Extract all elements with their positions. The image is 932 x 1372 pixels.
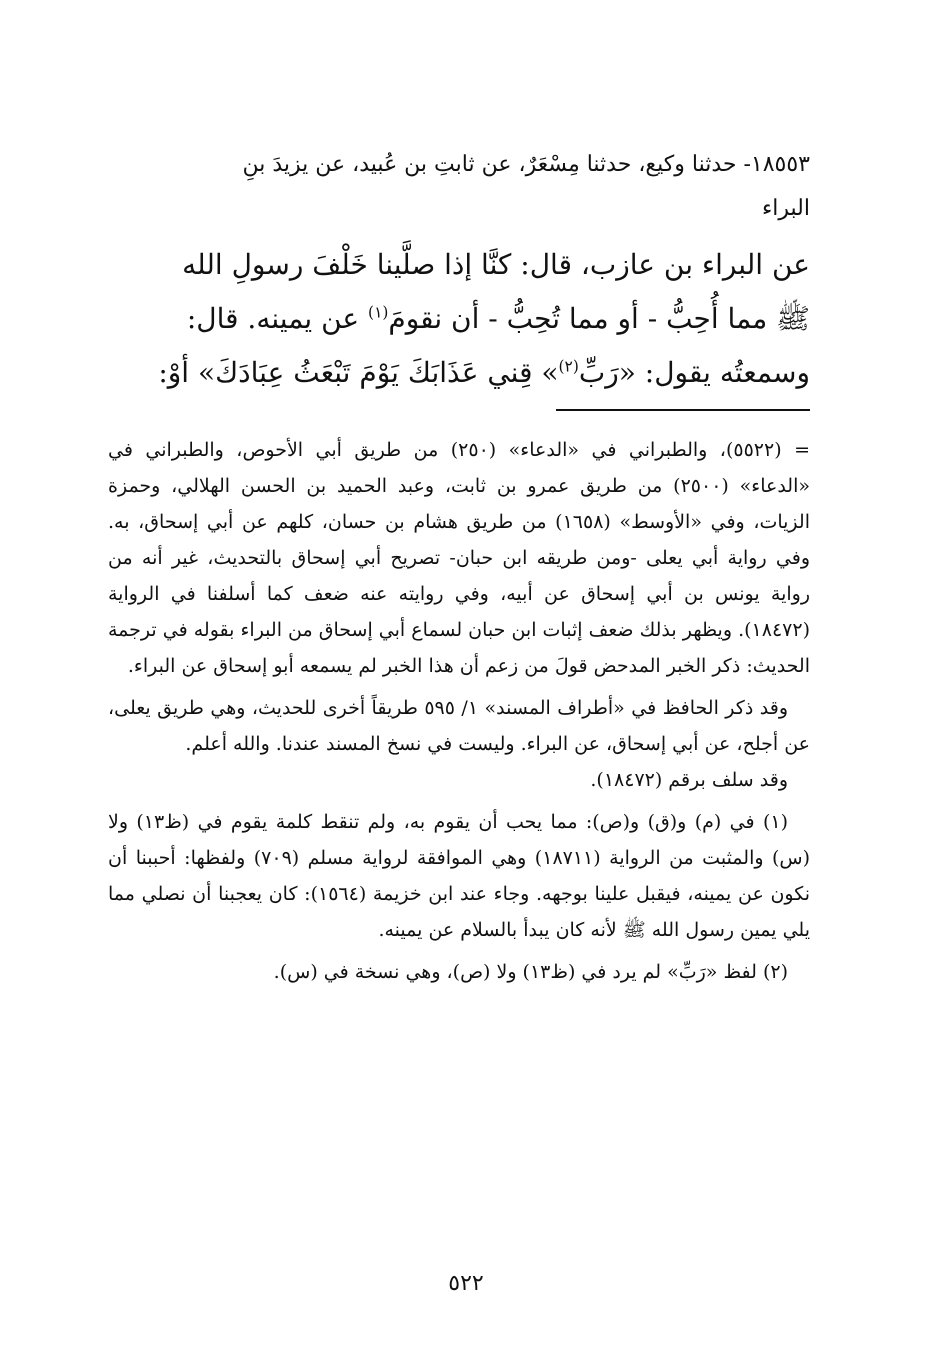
- footnote-separator: [556, 409, 810, 411]
- footnote-1: (١) في (م) و(ق) و(ص): مما يحب أن يقوم به، ولم تنقط كلمة يقوم في (ظ١٣) ولا (س) والمثبت من الرواية (١٨٧١١) وهي الموافقة لرواية مسلم (٧٠٩) ولفظها: أحببنا أن نكون عن يمينه، فيقبل علينا بوجهه. وجاء عند ابن خزيمة (١٥٦٤): كان يعجبنا أن نصلي مما يلي يمين رسول الله ﷺ لأنه كان يبدأ بالسلام عن يمينه.: [108, 811, 811, 941]
- page-number: ٥٢٢: [448, 1271, 484, 1296]
- matn-line-3-text-a: وسمعتُه يقول: «رَبِّ: [578, 356, 810, 389]
- matn-line-2-text-b: عن يمينه. قال:: [186, 302, 369, 335]
- footnote-atraf-paragraph: وقد ذكر الحافظ في «أطراف المسند» ١/ ٥٩٥ طريقاً أخرى للحديث، وهي طريق يعلى، عن أجلح، عن أبي إسحاق، عن البراء. وليست في نسخ المسند عندنا. والله أعلم.: [108, 697, 810, 755]
- footnote-marker-1[interactable]: (١): [368, 303, 389, 322]
- footnote-2: (٢) لفظ «رَبِّ» لم يرد في (ظ١٣) ولا (ص)، وهي نسخة في (س).: [273, 961, 788, 983]
- hadith-matn: [108, 238, 810, 400]
- isnad-line-2: البراء: [761, 196, 810, 221]
- matn-line-2: [108, 292, 810, 346]
- matn-line-2-text-a: ﷺ مما أُحِبُّ - أو مما تُحِبُّ - أن نقومَ: [388, 302, 810, 335]
- matn-line-3: [108, 346, 810, 400]
- hadith-isnad: [108, 143, 810, 231]
- footnote-salaf-paragraph: وقد سلف برقم (١٨٤٧٢).: [590, 769, 788, 791]
- footnote-marker-2[interactable]: (٢): [558, 357, 579, 376]
- isnad-line-1: ١٨٥٥٣- حدثنا وكيع، حدثنا مِسْعَرٌ، عن ثابتِ بن عُبيد، عن يزيدَ بنِ: [242, 152, 810, 177]
- matn-line-1: عن البراء بن عازب، قال: كنَّا إذا صلَّينا خَلْفَ رسولِ الله: [182, 248, 810, 281]
- matn-line-3-text-b: » قِني عَذَابَكَ يَوْمَ تَبْعَثُ عِبَادَكَ» أوْ:: [158, 356, 559, 389]
- footnote-continuation: = (٥٥٢٢)، والطبراني في «الدعاء» (٢٥٠) من طريق أبي الأحوص، والطبراني في «الدعاء» (٢٥٠٠) من طريق عمرو بن ثابت، وعبد الحميد بن الحسن الهلالي، وحمزة الزيات، وفي «الأوسط» (١٦٥٨) من طريق هشام بن حسان، كلهم عن أبي إسحاق، به. وفي رواية أبي يعلى -ومن طريقه ابن حبان- تصريح أبي إسحاق بالتحديث، غير أنه من رواية يونس بن أبي إسحاق عن أبيه، وفي روايته عنه ضعف كما أسلفنا في الرواية (١٨٤٧٢). ويظهر بذلك ضعف إثبات ابن حبان لسماع أبي إسحاق من البراء بقوله في ترجمة الحديث: ذكر الخبر المدحض قولَ من زعم أن هذا الخبر لم يسمعه أبو إسحاق عن البراء.: [108, 439, 810, 677]
- footnotes-section: [108, 432, 810, 990]
